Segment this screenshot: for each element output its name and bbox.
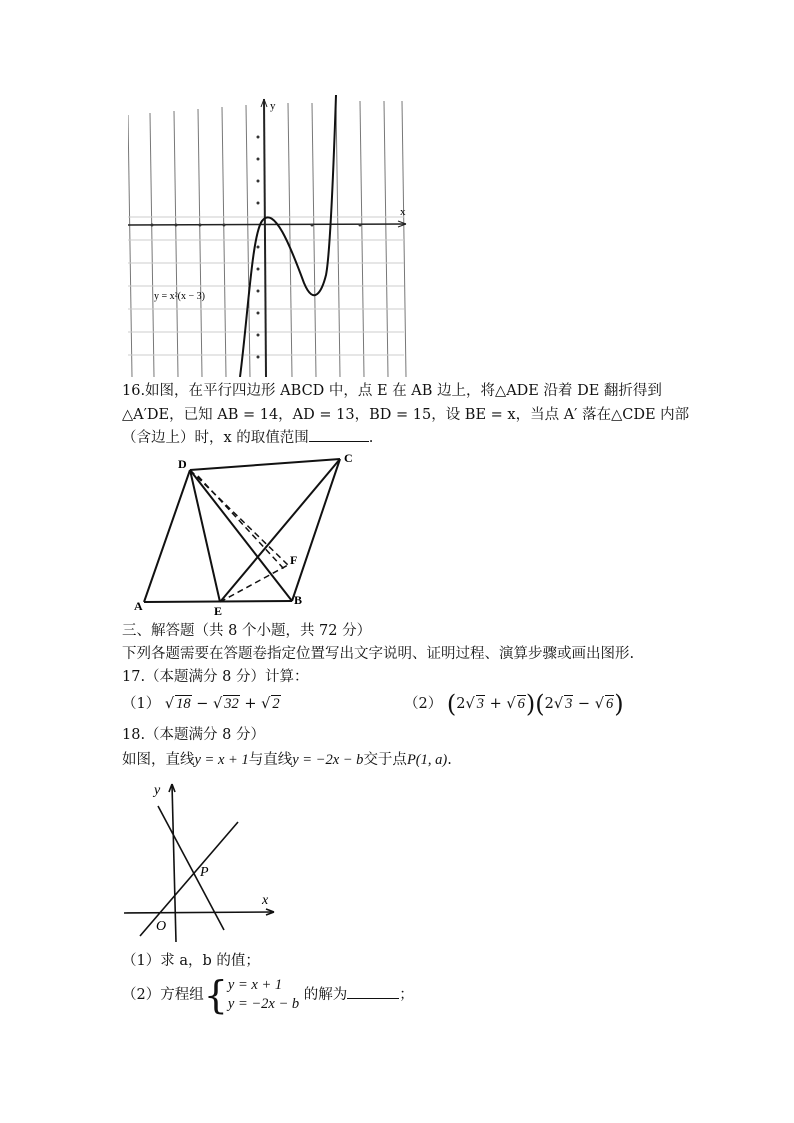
q16-line3: （含边上）时，x 的取值范围 . [122, 427, 373, 449]
point-F: F [290, 553, 298, 567]
q16-line1: 16.如图，在平行四边形 ABCD 中，点 E 在 AB 边上，将△ADE 沿着 DE 翻折得到 [122, 383, 662, 399]
graph-function-label: y = x²(x − 3) [154, 291, 205, 302]
point-A: A [134, 599, 143, 613]
system-eq1: y = x + 1 [227, 977, 283, 993]
point-D: D [178, 457, 187, 471]
point-B: B [294, 593, 303, 607]
cubic-curve [240, 95, 336, 377]
lines-figure [120, 778, 290, 948]
q18-head: 18.（本题满分 8 分） [122, 727, 266, 743]
q16-answer-blank[interactable] [309, 427, 369, 442]
point-C: C [344, 452, 353, 465]
q17-head: 17.（本题满分 8 分）计算： [122, 669, 309, 685]
x-axis [128, 224, 406, 225]
y-axis [264, 99, 266, 377]
fig-point-P: P [200, 865, 209, 880]
section3-instruction: 下列各题需要在答题卷指定位置写出文字说明、证明过程、演算步骤或画出图形. [122, 646, 635, 662]
parallelogram-figure [134, 452, 364, 617]
point-E: E [214, 604, 223, 617]
q17-part2: （2） (2√ 3 + √ 6)(2√ 3 − √ 6) [404, 690, 624, 718]
cubic-graph [128, 95, 418, 377]
q18-answer-blank[interactable] [347, 984, 399, 999]
graph-x-label: x [400, 206, 406, 218]
q18-sub2: （2）方程组{y = x + 1 y = −2x − b 的解为 ； [122, 973, 414, 1017]
q16-line2: △A′DE，已知 AB = 14，AD = 13，BD = 15，设 BE = x，当点 A′ 落在△CDE 内部 [122, 407, 690, 423]
fig-y-label: y [154, 783, 161, 798]
fig-x-label: x [262, 893, 269, 908]
q18-sub1: （1）求 a，b 的值； [122, 953, 260, 969]
system-eq2: y = −2x − b [227, 996, 300, 1012]
q17-part1: （1） √ 18 − √ 32 + √ 2 [122, 696, 280, 712]
graph-y-label: y [270, 100, 276, 112]
q18-stem: 如图，直线y = x + 1与直线y = −2x − b交于点P(1, a). [122, 752, 452, 768]
section3-title: 三、解答题（共 8 个小题，共 72 分） [122, 623, 372, 639]
fig-origin-label: O [156, 919, 167, 934]
